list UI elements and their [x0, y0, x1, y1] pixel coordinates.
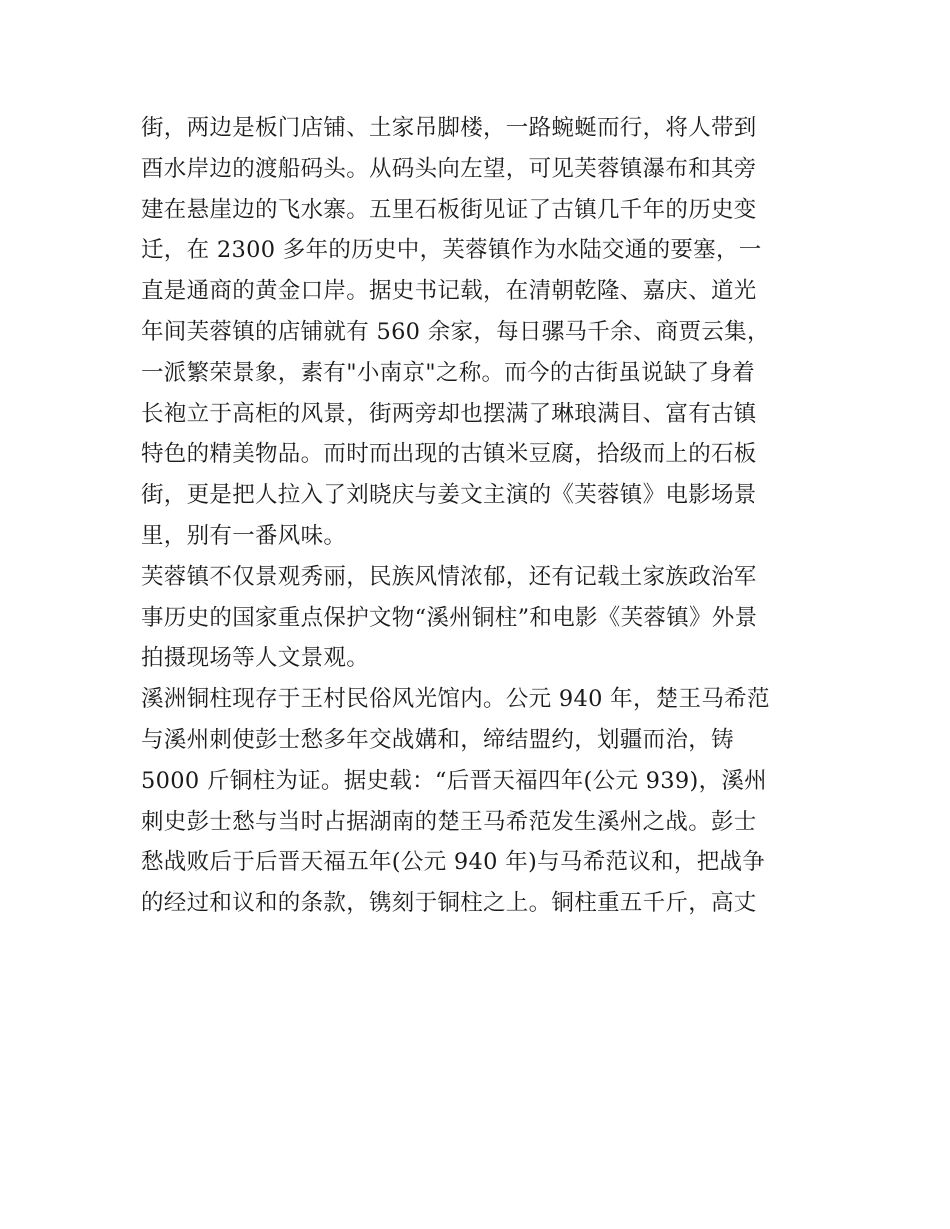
text-line: 里，别有一番风味。 — [141, 522, 347, 549]
text-line: 街，更是把人拉入了刘晓庆与姜文主演的《芙蓉镇》电影场景 — [141, 482, 757, 509]
text-line: 年间芙蓉镇的店铺就有 560 余家，每日骡马千余、商贾云集， — [141, 318, 770, 345]
text-line: 特色的精美物品。而时而出现的古镇米豆腐，拾级而上的石板 — [141, 441, 757, 468]
text-line: 迁，在 2300 多年的历史中，芙蓉镇作为水陆交通的要塞，一 — [141, 237, 762, 264]
text-line: 一派繁荣景象，素有"小南京"之称。而今的古街虽说缺了身着 — [141, 359, 756, 386]
text-line: 直是通商的黄金口岸。据史书记载，在清朝乾隆、嘉庆、道光 — [141, 278, 757, 305]
text-line: 与溪州刺使彭士愁多年交战媾和，缔结盟约，划疆而治，铸 — [141, 726, 734, 753]
text-line: 溪洲铜柱现存于王村民俗风光馆内。公元 940 年，楚王马希范 — [141, 686, 770, 713]
text-line: 建在悬崖边的飞水寨。五里石板街见证了古镇几千年的历史变 — [141, 196, 757, 223]
text-line: 街，两边是板门店铺、土家吊脚楼，一路蜿蜒而行，将人带到 — [141, 115, 757, 141]
text-line: 的经过和议和的条款，镌刻于铜柱之上。铜柱重五千斤，高丈 — [141, 890, 757, 917]
text-line: 事历史的国家重点保护文物“溪州铜柱”和电影《芙蓉镇》外景 — [141, 604, 758, 631]
text-line: 拍摄现场等人文景观。 — [141, 645, 370, 672]
text-line: 刺史彭士愁与当时占据湖南的楚王马希范发生溪州之战。彭士 — [141, 808, 757, 835]
text-line: 酉水岸边的渡船码头。从码头向左望，可见芙蓉镇瀑布和其旁 — [141, 155, 757, 182]
body-text — [141, 108, 821, 924]
text-line: 愁战败后于后晋天福五年(公元 940 年)与马希范议和，把战争 — [141, 849, 766, 876]
text-line: 长袍立于高柜的风景，街两旁却也摆满了琳琅满目、富有古镇 — [141, 400, 757, 427]
text-line: 5000 斤铜柱为证。据史载：“后晋天福四年(公元 939)，溪州 — [141, 767, 767, 794]
text-line: 芙蓉镇不仅景观秀丽，民族风情浓郁，还有记载土家族政治军 — [141, 563, 757, 590]
